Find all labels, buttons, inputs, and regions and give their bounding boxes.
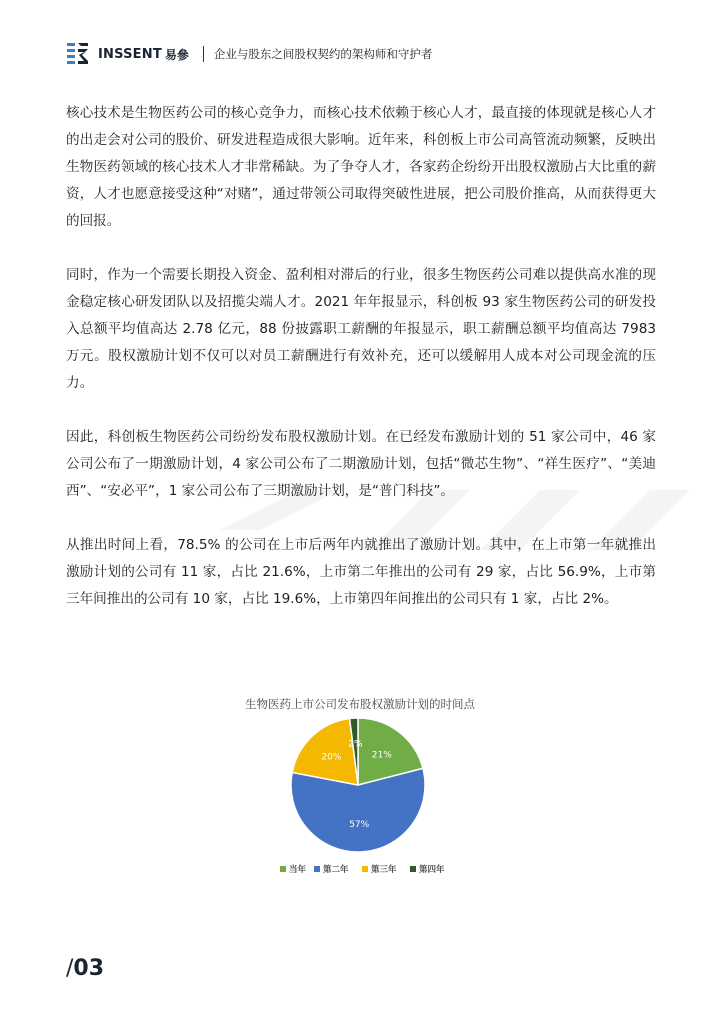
- legend-swatch-1: [280, 866, 286, 872]
- page-number: [66, 956, 104, 981]
- legend-label-2: 第二年: [323, 865, 349, 875]
- pie-chart-svg: [180, 690, 540, 890]
- page-header: [66, 40, 432, 68]
- legend-label-3: 第三年: [371, 865, 397, 875]
- chart-title: 生物医药上市公司发布股权激励计划的时间点: [245, 697, 475, 711]
- pie-data-label-3: 20%: [321, 752, 342, 763]
- legend-swatch-3: [362, 866, 368, 872]
- legend-swatch-2: [314, 866, 320, 872]
- legend-label-1: 当年: [289, 865, 307, 875]
- pie-data-label-2: 57%: [349, 819, 370, 830]
- paragraph-timing: 从推出时间上看，78.5% 的公司在上市后两年内就推出了激励计划。其中，在上市第一年就推出激励计划的公司有 11 家，占比 21.6%，上市第二年推出的公司有 29 家，占比 56.9%，上市第三年间推出的公司有 10 家，占比 19.6%，上市第四年间推出的公司只有 1 家，占比 2%。: [66, 537, 656, 607]
- pie-data-label-4: 2%: [348, 739, 363, 750]
- legend-swatch-4: [410, 866, 416, 872]
- brand-name-cn: 易參: [164, 47, 189, 62]
- paragraph-incentive-plans: 因此，科创板生物医药公司纷纷发布股权激励计划。在已经发布激励计划的 51 家公司中，46 家公司公布了一期激励计划，4 家公司公布了二期激励计划，包括“微芯生物”、“祥生医疗”、“美迪西”、“安必平”，1 家公司公布了三期激励计划，是“普门科技”。: [66, 429, 656, 499]
- legend-label-4: 第四年: [419, 865, 445, 875]
- brand-name: INSSENT: [98, 46, 162, 62]
- page-number-slash: /: [66, 956, 74, 981]
- page-number-value: 03: [73, 956, 105, 981]
- article-body: [66, 100, 656, 640]
- pie-data-label-1: 21%: [371, 750, 392, 761]
- insent-logo-icon: [66, 41, 90, 67]
- header-tagline: 企业与股东之间股权契约的架构师和守护者: [213, 47, 433, 61]
- header-divider: [203, 46, 204, 62]
- pie-chart: [180, 690, 540, 890]
- paragraph-cost-pressure: 同时，作为一个需要长期投入资金、盈利相对滞后的行业，很多生物医药公司难以提供高水准的现金稳定核心研发团队以及招揽尖端人才。2021 年年报显示，科创板 93 家生物医药公司的研发投入总额平均值高达 2.78 亿元，88 份披露职工薪酬的年报显示，职工薪酬总额平均值高达 7983 万元。股权激励计划不仅可以对员工薪酬进行有效补充，还可以缓解用人成本对公司现金流的压力。: [66, 267, 656, 391]
- paragraph-core-talent: 核心技术是生物医药公司的核心竞争力，而核心技术依赖于核心人才，最直接的体现就是核心人才的出走会对公司的股价、研发进程造成很大影响。近年来，科创板上市公司高管流动频繁，反映出生物医药领域的核心技术人才非常稀缺。为了争夺人才，各家药企纷纷开出股权激励占大比重的薪资，人才也愿意接受这种“对赌”，通过带领公司取得突破性进展，把公司股价推高，从而获得更大的回报。: [66, 105, 656, 229]
